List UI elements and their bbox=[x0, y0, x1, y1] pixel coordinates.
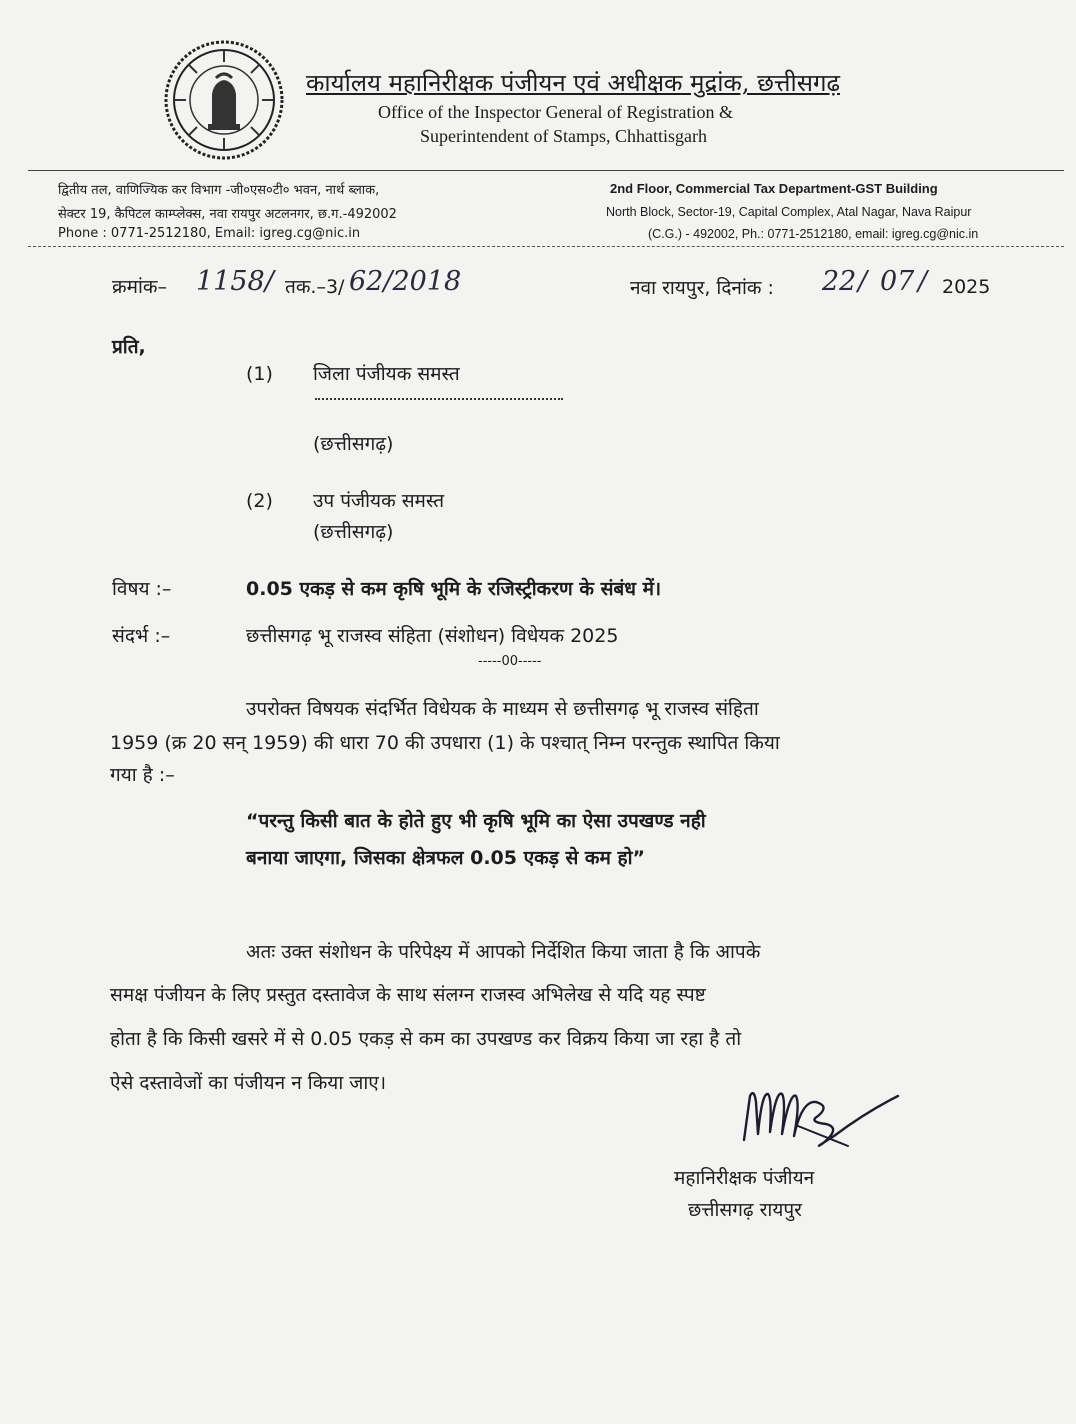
address-english-line3: (C.G.) - 492002, Ph.: 0771-2512180, email: igreg.cg@nic.in bbox=[648, 227, 979, 241]
office-title-english-line1: Office of the Inspector General of Registration & bbox=[378, 102, 734, 122]
subject-label: विषय :– bbox=[112, 578, 172, 600]
date-day: 22 bbox=[822, 266, 857, 297]
separator: -----00----- bbox=[478, 654, 542, 669]
tak-number: 62/2018 bbox=[349, 266, 462, 297]
reference-label: संदर्भ :– bbox=[112, 625, 171, 647]
kramank-label: क्रमांक– bbox=[112, 276, 167, 298]
kramank-number: 1158/ bbox=[196, 266, 274, 297]
para1-line1: उपरोक्त विषयक संदर्भित विधेयक के माध्यम से छत्तीसगढ़ भू राजस्व संहिता bbox=[246, 698, 759, 720]
office-title-english-line2: Superintendent of Stamps, Chhattisgarh bbox=[420, 126, 707, 146]
recipient-2-state: (छत्तीसगढ़) bbox=[313, 521, 394, 543]
subject-text: 0.05 एकड़ से कम कृषि भूमि के रजिस्ट्रीकरण के संबंध में। bbox=[246, 578, 662, 600]
recipient-2-number: (2) bbox=[246, 490, 273, 512]
signatory-place: छत्तीसगढ़ रायपुर bbox=[688, 1199, 802, 1221]
para2-line2: समक्ष पंजीयन के लिए प्रस्तुत दस्तावेज के साथ संलग्न राजस्व अभिलेख से यदि यह स्पष्ट bbox=[110, 984, 706, 1006]
para2-line1: अतः उक्त संशोधन के परिपेक्ष्य में आपको निर्देशित किया जाता है कि आपके bbox=[246, 941, 761, 963]
header-rule-top bbox=[28, 170, 1064, 171]
recipient-1-number: (1) bbox=[246, 363, 273, 385]
prati-label: प्रति, bbox=[112, 336, 146, 358]
place-date-label: नवा रायपुर, दिनांक : bbox=[630, 277, 774, 299]
address-hindi-line2: सेक्टर 19, कैपिटल काम्प्लेक्स, नवा रायपुर अटलनगर, छ.ग.-492002 bbox=[58, 207, 397, 222]
para2-line3: होता है कि किसी खसरे में से 0.05 एकड़ से कम का उपखण्ड कर विक्रय किया जा रहा है तो bbox=[110, 1028, 742, 1050]
recipient-2-title: उप पंजीयक समस्त bbox=[313, 490, 445, 512]
address-english-line1: 2nd Floor, Commercial Tax Department-GST Building bbox=[610, 181, 938, 196]
office-title-hindi: कार्यालय महानिरीक्षक पंजीयन एवं अधीक्षक मुद्रांक, छत्तीसगढ़ bbox=[306, 69, 840, 97]
tak-label: तक.–3/ bbox=[285, 276, 345, 298]
quote-line2: बनाया जाएगा, जिसका क्षेत्रफल 0.05 एकड़ से कम हो” bbox=[246, 847, 645, 869]
date-year: 2025 bbox=[942, 276, 991, 298]
header-rule-bottom bbox=[28, 246, 1064, 247]
government-seal-icon bbox=[162, 38, 286, 162]
signatory-designation: महानिरीक्षक पंजीयन bbox=[674, 1167, 815, 1189]
para1-line3: गया है :– bbox=[110, 764, 175, 786]
date-month: 07 bbox=[880, 266, 915, 297]
reference-text: छत्तीसगढ़ भू राजस्व संहिता (संशोधन) विधेयक 2025 bbox=[246, 625, 619, 647]
para1-line2: 1959 (क्र 20 सन् 1959) की धारा 70 की उपधारा (1) के पश्चात् निम्न परन्तुक स्थापित किया bbox=[110, 732, 780, 754]
quote-line1: “परन्तु किसी बात के होते हुए भी कृषि भूमि का ऐसा उपखण्ड नही bbox=[246, 810, 706, 832]
signature-mark bbox=[738, 1082, 908, 1152]
address-phone-email: Phone : 0771-2512180, Email: igreg.cg@nic.in bbox=[58, 226, 361, 241]
recipient-1-state: (छत्तीसगढ़) bbox=[313, 433, 394, 455]
address-hindi-line1: द्वितीय तल, वाणिज्यिक कर विभाग -जी०एस०टी० भवन, नार्थ ब्लाक, bbox=[58, 183, 380, 198]
letter-page: कार्यालय महानिरीक्षक पंजीयन एवं अधीक्षक मुद्रांक, छत्तीसगढ़ Office of the Inspector General of Registration & Superintendent of Stamps, Chhattisgarh द्वितीय तल, वाणिज्यिक कर विभाग -जी०एस०टी० भवन, नार्थ ब्लाक, सेक्टर 19, कैपिटल काम्प्लेक्स, नवा रायपुर अटलनगर, छ.ग.-492002 Phone : 0771-2512180, Email: igreg.cg@nic.in 2nd Floor, Commercial Tax Department-GST Building North Block, Sector-19, Capital Complex, Atal Nagar, Nava Raipur (C.G.) - 492002, Ph.: 0771-2512180, email: igreg.cg@nic.in क्रमांक– 1158/ तक.–3/ 62/2018 नवा रायपुर, दिनांक : 22 / 07 / 2025 प्रति, (1) जिला पंजीयक समस्त (छत्तीसगढ़) (2) उप पंजीयक समस्त (छत्तीसगढ़) विषय :– 0.05 एकड़ से कम कृषि भूमि के रजिस्ट्रीकरण के संबंध में। संदर्भ :– छत्तीसगढ़ भू राजस्व संहिता (संशोधन) विधेयक 2025 -----00----- उपरोक्त विषयक संदर्भित विधेयक के माध्यम से छत्तीसगढ़ भू राजस्व संहिता 1959 (क्र 20 सन् 1959) की धारा 70 की उपधारा (1) के पश्चात् निम्न परन्तुक स्थापित किया गया है :– “परन्तु किसी बात के होते हुए भी कृषि भूमि का ऐसा उपखण्ड नही बनाया जाएगा, जिसका क्षेत्रफल 0.05 एकड़ से कम हो” अतः उक्त संशोधन के परिपेक्ष्य में आपको निर्देशित किया जाता है कि आपके समक्ष पंजीयन के लिए प्रस्तुत दस्तावेज के साथ संलग्न राजस्व अभिलेख से यदि यह स्पष्ट होता है कि किसी खसरे में से 0.05 एकड़ से कम का उपखण्ड कर विक्रय किया जा रहा है तो ऐसे दस्तावेजों का पंजीयन न किया जाए। महानिरीक्षक पंजीयन छत्तीसगढ़ रायपुर bbox=[0, 0, 1076, 1424]
recipient-1-title: जिला पंजीयक समस्त bbox=[313, 363, 460, 385]
recipient-1-dotted-line bbox=[315, 398, 563, 400]
para2-line4: ऐसे दस्तावेजों का पंजीयन न किया जाए। bbox=[110, 1072, 387, 1094]
address-english-line2: North Block, Sector-19, Capital Complex, Atal Nagar, Nava Raipur bbox=[606, 205, 972, 219]
